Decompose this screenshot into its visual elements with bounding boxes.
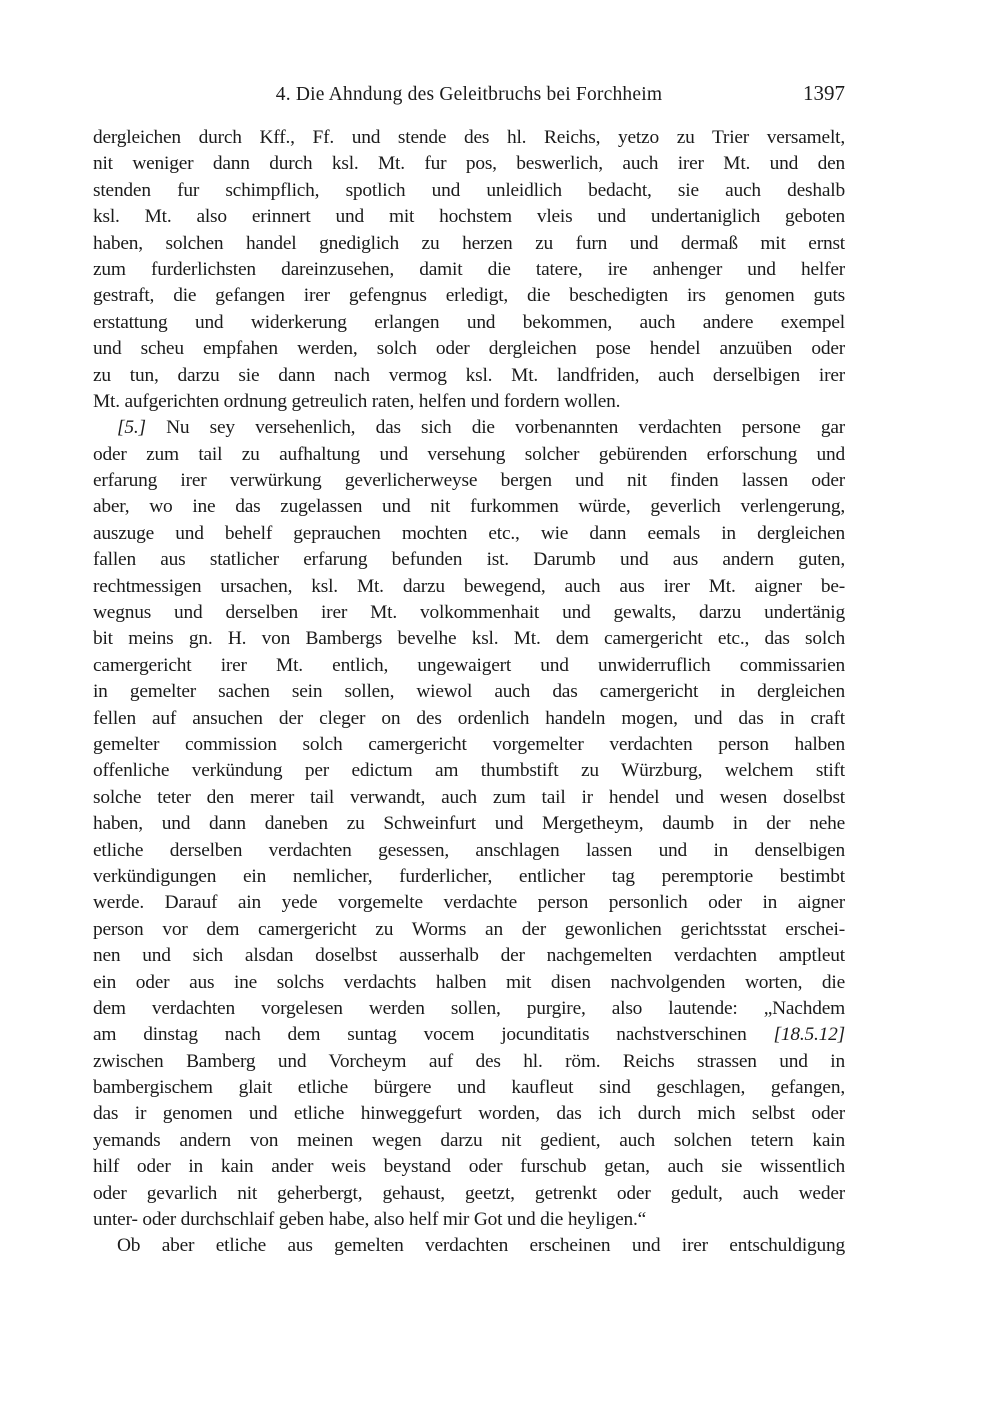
text-line [93, 283, 845, 309]
text-line [93, 204, 845, 230]
text-line [93, 706, 845, 732]
italic-text: [5.] [117, 417, 167, 439]
text-line [93, 838, 845, 864]
text-line [93, 785, 845, 811]
text-line [93, 1049, 845, 1075]
body-text: oder gevarlich nit geherbergt, gehaust, geetzt, getrenkt oder gedult, auch weder [93, 1182, 845, 1204]
text-line [93, 653, 845, 679]
body-text: Mt. aufgerichten ordnung getreulich raten, helfen und fordern wollen. [93, 390, 621, 412]
text-line [93, 363, 845, 389]
text-line [93, 732, 845, 758]
body-text: offenliche verkündung per edictum am thumbstift zu Würzburg, welchem stift [93, 760, 845, 782]
body-text: ksl. Mt. also erinnert und mit hochstem vleis und undertaniglich geboten [93, 206, 845, 228]
text-line [93, 310, 845, 336]
body-text: verkündigungen ein nemlicher, furderlicher, entlicher tag peremptorie bestimbt [93, 865, 845, 887]
text-line [93, 679, 845, 705]
body-text: unter- oder durchschlaif geben habe, also helf mir Got und die heyligen.“ [93, 1209, 647, 1231]
body-text: werde. Darauf ain yede vorgemelte verdachte person personlich oder in aigner [93, 892, 845, 914]
body-text: gestraft, die gefangen irer gefengnus erledigt, die beschedigten irs genomen guts [93, 285, 845, 307]
italic-text: [18.5.12] [773, 1024, 845, 1046]
body-text: erstattung und widerkerung erlangen und bekommen, auch andere exempel [93, 311, 845, 333]
body-text: stenden fur schimpflich, spotlich und unleidlich bedacht, sie auch deshalb [93, 179, 845, 201]
text-line [93, 389, 845, 415]
text-line [93, 811, 845, 837]
page-number: 1397 [803, 81, 845, 105]
body-text: und scheu empfahen werden, solch oder dergleichen pose hendel anzuüben oder [93, 338, 845, 360]
body-text: wegnus und derselben irer Mt. volkommenhait und gewalts, darzu undertänig [93, 602, 845, 624]
body-text: gemelter commission solch camergericht vorgemelter verdachten person halben [93, 733, 845, 755]
body-text: nit weniger dann durch ksl. Mt. fur pos, beswerlich, auch irer Mt. und den [93, 153, 845, 175]
text-line [93, 125, 845, 151]
text-line [93, 494, 845, 520]
text-line [93, 547, 845, 573]
body-text: yemands andern von meinen wegen darzu nit gedient, auch solchen tetern kain [93, 1129, 845, 1151]
text-line [93, 996, 845, 1022]
text-line [93, 231, 845, 257]
text-line [93, 468, 845, 494]
body-text: dem verdachten vorgelesen werden sollen, purgire, also lautende: „Nachdem [93, 997, 845, 1019]
body-text: bambergischem glait etliche bürgere und kaufleut sind geschlagen, gefangen, [93, 1077, 845, 1099]
body-text: hilf oder in kain ander weis beystand oder furschub getan, auch sie wissentlich [93, 1156, 845, 1178]
body-text: fellen auf ansuchen der cleger on des ordenlich handeln mogen, und das in craft [93, 707, 845, 729]
text-line [93, 1022, 845, 1048]
body-text: fallen aus statlicher erfarung befunden ist. Darumb und aus andern guten, [93, 549, 845, 571]
text-line [93, 1207, 845, 1233]
running-header [93, 83, 845, 107]
body-text: dergleichen durch Kff., Ff. und stende des hl. Reichs, yetzo zu Trier versamelt, [93, 127, 845, 148]
body-text: person vor dem camergericht zu Worms an der gewonlichen gerichtsstat erschei- [93, 918, 845, 940]
body-text: in gemelter sachen sein sollen, wiewol auch das camergericht in dergleichen [93, 681, 845, 703]
text-line [93, 890, 845, 916]
body-text: zum furderlichsten dareinzusehen, damit die tatere, ire anhenger und helfer [93, 258, 845, 280]
body-text: oder zum tail zu aufhaltung und versehung solcher gebürenden erforschung und [93, 443, 845, 465]
body-text: erfarung irer verwürkung geverlicherweyse bergen und nit finden lassen oder [93, 470, 845, 492]
body-text: zu tun, darzu sie dann nach vermog ksl. Mt. landfriden, auch derselbigen irer [93, 364, 845, 386]
text-line [93, 1128, 845, 1154]
text-line [93, 970, 845, 996]
body-text: aber, wo ine das zugelassen und nit furkommen würde, geverlich verlengerung, [93, 496, 845, 518]
text-line [93, 626, 845, 652]
body-text: etliche derselben verdachten gesessen, anschlagen lassen und in denselbigen [93, 839, 845, 861]
text-line [93, 864, 845, 890]
text-line [93, 1075, 845, 1101]
text-line [93, 574, 845, 600]
text-line [93, 336, 845, 362]
text-line [93, 415, 845, 441]
body-text: das ir genomen und etliche hinweggefurt worden, das ich durch mich selbst oder [93, 1103, 845, 1125]
body-text: nen und sich alsdan doselbst ausserhalb der nachgemelten verdachten amptleut [93, 945, 845, 967]
text-line [93, 943, 845, 969]
body-text: Ob aber etliche aus gemelten verdachten erscheinen und irer entschuldigung [117, 1235, 845, 1257]
text-line [93, 1101, 845, 1127]
text-line [93, 917, 845, 943]
text-line [93, 1154, 845, 1180]
text-line [93, 178, 845, 204]
page-body [93, 125, 845, 1260]
body-text: am dinstag nach dem suntag vocem jocunditatis nachstverschinen [93, 1024, 774, 1046]
body-text: auszuge und behelf geprauchen mochten etc., wie dann eemals in dergleichen [93, 522, 845, 544]
body-text: Nu sey versehenlich, das sich die vorbenannten verdachten persone gar [166, 417, 845, 439]
text-line [93, 758, 845, 784]
body-text: solche teter den merer tail verwandt, auch zum tail ir hendel und wesen doselbst [93, 786, 845, 808]
text-line [93, 600, 845, 626]
text-line [93, 151, 845, 177]
text-line [93, 1181, 845, 1207]
body-text: zwischen Bamberg und Vorcheym auf des hl. röm. Reichs strassen und in [93, 1050, 845, 1072]
body-text: rechtmessigen ursachen, ksl. Mt. darzu bewegend, auch aus irer Mt. aigner be- [93, 575, 845, 597]
header-title: 4. Die Ahndung des Geleitbruchs bei Forchheim [275, 84, 663, 105]
text-block [93, 83, 845, 1260]
body-text: bit meins gn. H. von Bambergs bevelhe ksl. Mt. dem camergericht etc., das solch [93, 628, 845, 650]
text-line [93, 1233, 845, 1259]
text-line [93, 442, 845, 468]
body-text: ein oder aus ine solchs verdachts halben mit disen nachvolgenden worten, die [93, 971, 845, 993]
text-line [93, 257, 845, 283]
body-text: camergericht irer Mt. entlich, ungewaigert und unwiderruflich commissarien [93, 654, 845, 676]
text-line [93, 521, 845, 547]
body-text: haben, solchen handel gnediglich zu herzen zu furn und dermaß mit ernst [93, 232, 845, 254]
body-text: haben, und dann daneben zu Schweinfurt und Mergetheym, daumb in der nehe [93, 813, 845, 835]
